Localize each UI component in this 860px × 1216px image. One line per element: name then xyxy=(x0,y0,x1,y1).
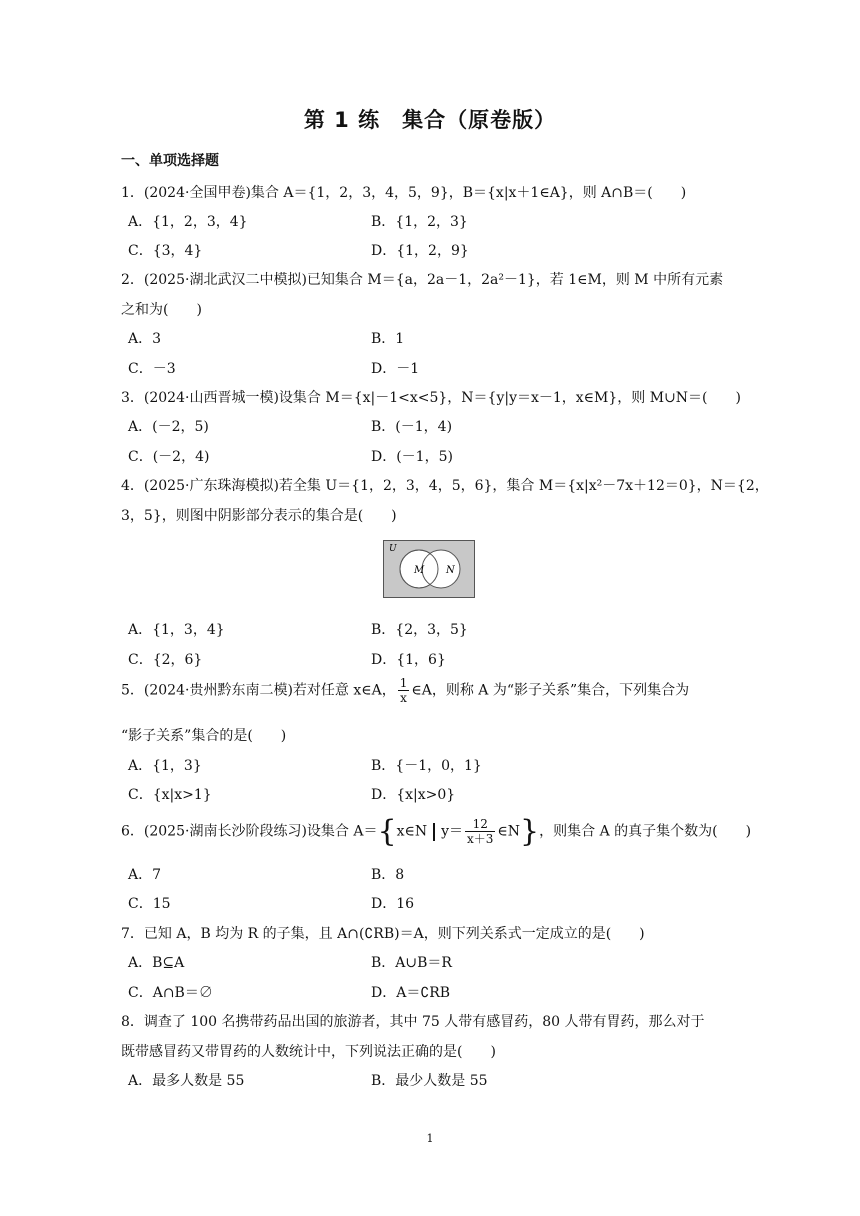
question-2-option-d: D．－1 xyxy=(371,361,420,377)
fraction-denominator: x xyxy=(400,691,407,705)
fraction-denominator: x＋3 xyxy=(467,832,494,846)
question-8-option-a: A．最多人数是 55 xyxy=(128,1073,245,1089)
question-5-stem-line1 xyxy=(121,676,689,705)
question-6-stem-post: ，则集合 A 的真子集个数为( ) xyxy=(539,823,752,840)
question-2-stem-line2: 之和为( ) xyxy=(121,302,202,318)
question-7-option-d: D．A＝∁RB xyxy=(371,985,451,1001)
question-5-fraction xyxy=(398,676,410,705)
question-5-option-b: B．{－1，0，1} xyxy=(371,758,482,774)
question-5-stem-pre: 5．(2024·贵州黔东南二模)若对任意 x∈A， xyxy=(121,682,396,699)
fraction-numerator: 1 xyxy=(399,676,408,690)
question-2-stem-line1: 2．(2025·湖北武汉二中模拟)已知集合 M＝{a，2a－1，2a²－1}，若 1∈M，则 M 中所有元素 xyxy=(121,272,724,288)
question-1-option-d: D．{1，2，9} xyxy=(371,243,469,259)
venn-label-n: N xyxy=(446,565,455,576)
question-2-option-b: B．1 xyxy=(371,331,405,347)
question-5-stem-post: ∈A，则称 A 为“影子关系”集合，下列集合为 xyxy=(411,682,690,699)
question-4-stem-line2: 3，5}，则图中阴影部分表示的集合是( ) xyxy=(121,508,397,524)
question-5-option-d: D．{x|x>0} xyxy=(371,787,456,803)
venn-label-m: M xyxy=(414,565,425,576)
question-5-option-a: A．{1，3} xyxy=(128,758,202,774)
question-1-option-b: B．{1，2，3} xyxy=(371,214,468,230)
set-builder-left: x∈N xyxy=(396,823,428,840)
question-6-fraction xyxy=(465,817,495,846)
set-builder-right-pre: y＝ xyxy=(441,823,464,840)
question-5-stem-line2: “影子关系”集合的是( ) xyxy=(121,728,287,744)
set-builder-right-post: ∈N xyxy=(497,823,521,840)
question-1-option-a: A．{1，2，3，4} xyxy=(128,214,248,230)
question-1-stem: 1．(2024·全国甲卷)集合 A＝{1，2，3，4，5，9}，B＝{x|x＋1∈A}，则 A∩B＝( ) xyxy=(121,185,687,201)
question-3-stem: 3．(2024·山西晋城一模)设集合 M＝{x|－1<x<5}，N＝{y|y＝x－1，x∈M}，则 M∪N＝( ) xyxy=(121,390,741,406)
question-6-option-a: A．7 xyxy=(128,867,162,883)
question-2-option-c: C．－3 xyxy=(128,361,176,377)
venn-label-u: U xyxy=(389,544,397,554)
question-4-option-d: D．{1，6} xyxy=(371,652,446,668)
question-8-option-b: B．最少人数是 55 xyxy=(371,1073,488,1089)
question-1-option-c: C．{3，4} xyxy=(128,243,203,259)
page-title: 第 1 练 集合（原卷版） xyxy=(303,108,557,132)
venn-diagram xyxy=(383,540,475,598)
fraction-numerator: 12 xyxy=(465,817,495,832)
question-2-option-a: A．3 xyxy=(128,331,162,347)
question-3-option-a: A．(－2，5) xyxy=(128,419,209,435)
question-6-option-d: D．16 xyxy=(371,896,415,912)
section-heading: 一、单项选择题 xyxy=(121,153,219,169)
right-brace-icon: } xyxy=(520,814,540,849)
question-4-option-a: A．{1，3，4} xyxy=(128,622,225,638)
question-3-option-b: B．(－1，4) xyxy=(371,419,453,435)
question-4-stem-line1: 4．(2025·广东珠海模拟)若全集 U＝{1，2，3，4，5，6}，集合 M＝{x|x²－7x＋12＝0}，N＝{2， xyxy=(121,478,769,494)
question-6-stem-pre: 6．(2025·湖南长沙阶段练习)设集合 A＝ xyxy=(121,823,378,840)
question-6-option-b: B．8 xyxy=(371,867,405,883)
question-8-stem-line1: 8．调查了 100 名携带药品出国的旅游者，其中 75 人带有感冒药，80 人带有胃药，那么对于 xyxy=(121,1014,705,1030)
question-4-option-b: B．{2，3，5} xyxy=(371,622,468,638)
question-7-option-c: C．A∩B＝∅ xyxy=(128,985,213,1001)
page-number: 1 xyxy=(426,1132,434,1145)
question-3-option-d: D．(－1，5) xyxy=(371,449,453,465)
set-separator-bar xyxy=(433,823,435,841)
question-7-option-a: A．B⊆A xyxy=(128,955,185,971)
left-brace-icon: { xyxy=(377,814,397,849)
question-6-option-c: C．15 xyxy=(128,896,171,912)
question-8-stem-line2: 既带感冒药又带胃药的人数统计中，下列说法正确的是( ) xyxy=(121,1044,496,1060)
question-3-option-c: C．(－2，4) xyxy=(128,449,210,465)
question-5-option-c: C．{x|x>1} xyxy=(128,787,212,803)
question-7-option-b: B．A∪B＝R xyxy=(371,955,452,971)
question-6-stem xyxy=(121,814,751,849)
question-4-option-c: C．{2，6} xyxy=(128,652,203,668)
question-7-stem: 7．已知 A，B 均为 R 的子集，且 A∩(∁RB)＝A，则下列关系式一定成立的是( ) xyxy=(121,926,645,942)
